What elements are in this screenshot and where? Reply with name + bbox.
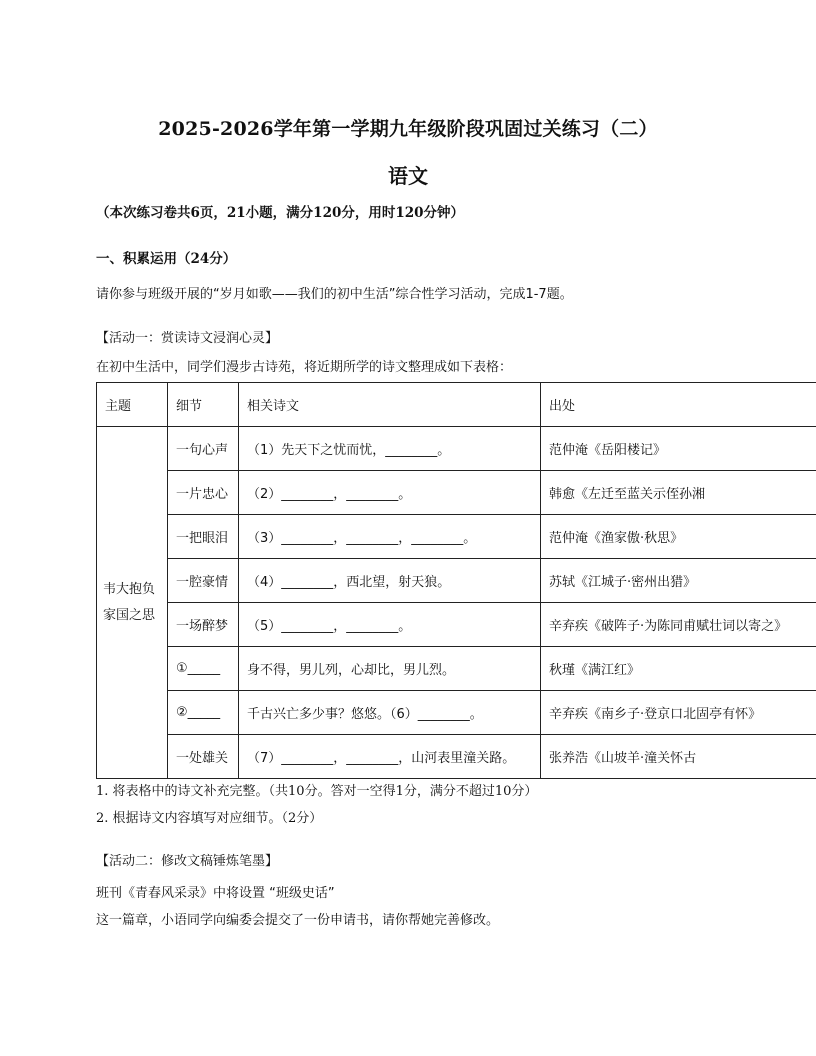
header-verse: 相关诗文: [239, 383, 541, 427]
question-2: 2. 根据诗文内容填写对应细节。（2分）: [96, 811, 323, 826]
source-cell: 范仲淹《岳阳楼记》: [541, 427, 816, 471]
detail-cell: ②_____: [168, 691, 239, 735]
header-theme: 主题: [97, 383, 168, 427]
activity1-intro: 在初中生活中，同学们漫步古诗苑，将近期所学的诗文整理成如下表格：: [96, 360, 513, 375]
header-source: 出处: [541, 383, 816, 427]
activity1-title: 【活动一：赏读诗文浸润心灵】: [96, 331, 279, 346]
detail-cell: 一片忠心: [168, 471, 239, 515]
section-heading: 一、积累运用（24分）: [96, 251, 237, 267]
source-cell: 韩愈《左迁至蓝关示侄孙湘: [541, 471, 816, 515]
table-row: [97, 515, 816, 559]
detail-cell: 一句心声: [168, 427, 239, 471]
verse-cell: （3）________，________，________。: [239, 515, 541, 559]
subject-title: 语文: [388, 164, 428, 188]
activity2-line2: 这一篇章，小语同学向编委会提交了一份申请书，请你帮她完善修改。: [96, 913, 500, 928]
table-row: [97, 735, 816, 779]
source-cell: 秋瑾《满江红》: [541, 647, 816, 691]
question-1: 1. 将表格中的诗文补充完整。（共10分。答对一空得1分，满分不超过10分）: [96, 784, 538, 799]
table-row: [97, 691, 816, 735]
verse-cell: （1）先天下之忧而忧，________。: [239, 427, 541, 471]
source-cell: 范仲淹《渔家傲·秋思》: [541, 515, 816, 559]
detail-cell: 一把眼泪: [168, 515, 239, 559]
table-row: [97, 559, 816, 603]
verse-cell: （2）________，________。: [239, 471, 541, 515]
exam-title: 2025-2026学年第一学期九年级阶段巩固过关练习（二）: [158, 118, 658, 140]
table-row: [97, 603, 816, 647]
verse-cell: （4）________，西北望，射天狼。: [239, 559, 541, 603]
section-intro: 请你参与班级开展的“岁月如歌——我们的初中生活”综合性学习活动，完成1-7题。: [96, 287, 573, 302]
source-cell: 辛弃疾《南乡子·登京口北固亭有怀》: [541, 691, 816, 735]
detail-cell: 一场醉梦: [168, 603, 239, 647]
verse-cell: 千古兴亡多少事？悠悠。（6）________。: [239, 691, 541, 735]
detail-cell: 一腔豪情: [168, 559, 239, 603]
source-cell: 苏轼《江城子·密州出猎》: [541, 559, 816, 603]
source-cell: 辛弃疾《破阵子·为陈同甫赋壮词以寄之》: [541, 603, 816, 647]
table-row: [97, 471, 816, 515]
detail-cell: 一处雄关: [168, 735, 239, 779]
source-cell: 张养浩《山坡羊·潼关怀古: [541, 735, 816, 779]
verse-cell: 身不得，男儿列，心却比，男儿烈。: [239, 647, 541, 691]
theme-cell: 韦大抱负家国之思: [97, 427, 168, 779]
detail-cell: ①_____: [168, 647, 239, 691]
exam-note: （本次练习卷共6页，21小题，满分120分，用时120分钟）: [96, 205, 465, 221]
poem-table: [96, 382, 816, 779]
activity2-line1: 班刊《青春风采录》中将设置 “班级史话”: [96, 886, 335, 901]
activity2-title: 【活动二：修改文稿锤炼笔墨】: [96, 854, 279, 869]
verse-cell: （7）________，________，山河表里潼关路。: [239, 735, 541, 779]
table-header-row: [97, 383, 816, 427]
header-detail: 细节: [168, 383, 239, 427]
table-row: [97, 647, 816, 691]
table-row: [97, 427, 816, 471]
verse-cell: （5）________，________。: [239, 603, 541, 647]
